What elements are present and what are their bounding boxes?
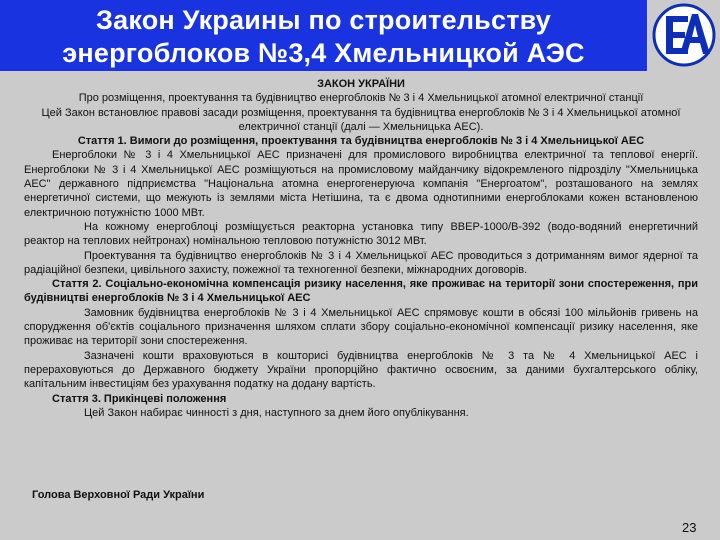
article-1-paragraph-3: Проектування та будівництво енергоблоків № 3 і 4 Хмельницької АЕС проводиться з дотриманням вимог ядерної та радіаційної безпеки, цивільного захисту, пожежної та техногенної безпеки, міжнародних договорів. [24, 249, 698, 276]
page-title [0, 4, 647, 70]
article-3-title: Стаття 3. Прикінцеві положення [52, 392, 227, 405]
law-preamble: Цей Закон встановлює правові засади розміщення, проектування та будівництва енергоблоків № 3 і 4 Хмельницької атомної електричної станції (далі — Хмельницька АЕС). [41, 106, 681, 133]
law-subtitle: Про розміщення, проектування та будівництво енергоблоків № 3 і 4 Хмельницької атомної електричної станції [78, 92, 644, 105]
article-3-paragraph-1: Цей Закон набирає чинності з дня, наступного за днем його опублікування. [84, 406, 469, 419]
signature: Голова Верховної Ради України [32, 489, 205, 501]
energoatom-logo-icon [650, 2, 718, 68]
article-2-paragraph-2: Зазначені кошти враховуються в кошторисі будівництва енергоблоків № 3 та № 4 Хмельницької АЕС і перераховуються до Державного бюджету України пропорційно фактично освоєним, за даними бухгалтерського обліку, капітальним інвестиціям без урахування податку на додану вартість. [24, 349, 698, 391]
title-line-1: Закон Украины по строительству [96, 5, 551, 35]
title-bar [0, 0, 647, 71]
title-line-2: энергоблоков №3,4 Хмельницкой АЭС [62, 38, 585, 68]
law-heading: ЗАКОН УКРАЇНИ [317, 78, 405, 90]
law-text [24, 77, 698, 420]
article-1-title: Стаття 1. Вимоги до розміщення, проектування та будівництва енергоблоків № 3 і 4 Хмельницької АЕС [77, 135, 645, 148]
article-1-paragraph-1: Енергоблоки № 3 і 4 Хмельницької АЕС призначені для промислового виробництва електричної та теплової енергії. Енергоблоки № 3 і 4 Хмельницької АЕС розміщуються на промисловому майданчику відокремленого підрозділу "Хмельницька АЕС" державного підприємства "Національна атомна енергогенеруюча компанія "Енергоатом", розташованого на землях енергетичної системи, що межують із землями міста Нетішина, та є двома однотипними енергоблоками кожен встановленою електричною потужністю 1000 МВт. [24, 149, 698, 219]
article-1-paragraph-2: На кожному енергоблоці розміщується реакторна установка типу ВВЕР-1000/В-392 (водо-водяний енергетичний реактор на теплових нейтронах) номінальною тепловою потужністю 3012 МВт. [24, 220, 698, 248]
article-2-paragraph-1: Замовник будівництва енергоблоків № 3 і 4 Хмельницької АЕС спрямовує кошти в обсязі 100 мільйонів гривень на спорудження об'єктів соціального призначення шляхом сплати збору соціально-економічної компенсації ризику населення, яке проживає на території зони спостереження. [24, 306, 698, 348]
page-number: 23 [682, 520, 697, 535]
article-2-title: Стаття 2. Соціально-економічна компенсація ризику населення, яке проживає на території зони спостереження, при будівництві енергоблоків № 3 і 4 Хмельницької АЕС [24, 278, 698, 305]
